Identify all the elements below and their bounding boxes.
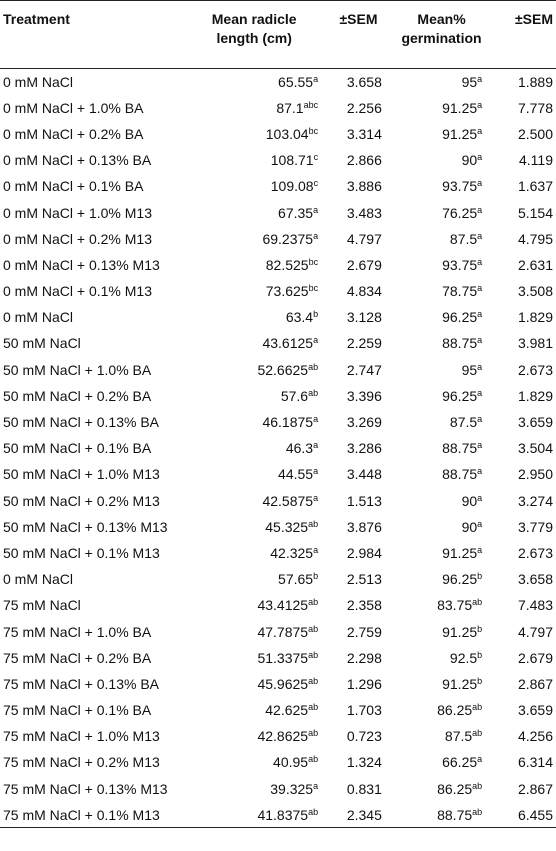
significance-letters: b: [477, 623, 483, 634]
significance-letters: c: [313, 152, 319, 163]
cell-radicle-length: 87.1$^{abc}$: [276, 99, 319, 116]
table-row: [0, 514, 556, 540]
cell-radicle-length: 69.2375$^a$: [262, 230, 319, 247]
significance-letters: ab: [308, 623, 319, 634]
cell-radicle-length: 46.1875$^a$: [262, 414, 319, 431]
cell-radicle-length: 63.4$^b$: [285, 309, 319, 326]
cell-radicle-length: 42.625$^{ab}$: [265, 702, 319, 719]
cell-radicle-length: 44.55$^a$: [278, 466, 319, 483]
header-sem-germination: ±SEM: [492, 1, 556, 69]
cell-sem-germination: 7.778: [517, 99, 553, 116]
cell-sem-germination: 3.504: [517, 440, 553, 457]
cell-sem-germination: 1.829: [517, 387, 553, 404]
table-row: [0, 409, 556, 435]
cell-sem-radicle: 2.984: [346, 544, 382, 561]
cell-sem-germination: 4.256: [517, 728, 553, 745]
cell-germination: 87.5$^{ab}$: [444, 728, 483, 745]
cell-germination: 93.75$^a$: [442, 178, 483, 195]
cell-sem-radicle: 3.128: [346, 309, 382, 326]
significance-letters: a: [313, 466, 319, 477]
cell-sem-radicle: 1.324: [346, 754, 382, 771]
cell-radicle-length: 39.325$^a$: [270, 780, 319, 797]
cell-germination: 90$^a$: [461, 152, 483, 169]
table-row: [0, 488, 556, 514]
cell-treatment: 0 mM NaCl + 0.2% M13: [3, 230, 152, 247]
cell-radicle-length: 42.325$^a$: [270, 544, 319, 561]
cell-treatment: 0 mM NaCl + 1.0% M13: [3, 204, 152, 221]
cell-sem-germination: 2.500: [517, 125, 553, 142]
cell-radicle-length: 108.71$^c$: [270, 152, 319, 169]
cell-sem-radicle: 3.269: [346, 414, 382, 431]
cell-sem-radicle: 4.834: [346, 283, 382, 300]
cell-sem-radicle: 3.314: [346, 125, 382, 142]
cell-sem-germination: 3.658: [517, 571, 553, 588]
significance-letters: ab: [308, 702, 319, 713]
cell-sem-radicle: 2.298: [346, 649, 382, 666]
cell-sem-radicle: 1.513: [346, 492, 382, 509]
significance-letters: b: [477, 675, 483, 686]
significance-letters: a: [477, 178, 483, 189]
cell-germination: 66.25$^a$: [442, 754, 483, 771]
cell-sem-radicle: 2.747: [346, 361, 382, 378]
table-row: [0, 540, 556, 566]
cell-sem-germination: 4.795: [517, 230, 553, 247]
cell-germination: 90$^a$: [461, 492, 483, 509]
cell-treatment: 0 mM NaCl + 0.13% BA: [3, 152, 152, 169]
cell-sem-radicle: 0.723: [346, 728, 382, 745]
cell-germination: 83.75$^{ab}$: [437, 597, 483, 614]
significance-letters: a: [477, 754, 483, 765]
significance-letters: a: [477, 125, 483, 136]
significance-letters: ab: [308, 597, 319, 608]
cell-sem-germination: 5.154: [517, 204, 553, 221]
cell-treatment: 75 mM NaCl + 0.2% M13: [3, 754, 160, 771]
cell-germination: 90$^a$: [461, 518, 483, 535]
cell-germination: 76.25$^a$: [442, 204, 483, 221]
cell-radicle-length: 41.8375$^{ab}$: [181, 802, 326, 828]
cell-germination: 87.5$^a$: [449, 414, 483, 431]
cell-sem-radicle: 2.679: [346, 256, 382, 273]
cell-treatment: 0 mM NaCl + 0.2% BA: [3, 125, 144, 142]
significance-letters: b: [313, 309, 319, 320]
cell-radicle-length: 109.08$^c$: [270, 178, 319, 195]
cell-radicle-length: 43.6125$^a$: [262, 335, 319, 352]
cell-sem-germination: 4.119: [519, 152, 553, 169]
cell-sem-germination: 3.981: [517, 335, 553, 352]
significance-letters: bc: [308, 256, 319, 267]
cell-radicle-length: 43.4125$^{ab}$: [257, 597, 319, 614]
cell-sem-radicle: 1.296: [346, 675, 382, 692]
header-radicle-length: Mean radicle length (cm): [181, 1, 326, 69]
significance-letters: b: [477, 649, 483, 660]
significance-letters: a: [477, 99, 483, 110]
table-row: [0, 173, 556, 199]
cell-sem-radicle: 2.256: [346, 99, 382, 116]
table-row: [0, 357, 556, 383]
cell-sem-germination: 3.274: [517, 492, 553, 509]
header-treatment: Treatment: [0, 1, 181, 69]
table-row: [0, 645, 556, 671]
significance-letters: ab: [472, 780, 483, 791]
cell-sem-radicle: 3.396: [346, 387, 382, 404]
table-row: [0, 95, 556, 121]
table-row: [0, 618, 556, 644]
cell-sem-radicle: 4.797: [346, 230, 382, 247]
cell-treatment: 75 mM NaCl + 0.1% BA: [3, 702, 152, 719]
cell-radicle-length: 42.8625$^{ab}$: [257, 728, 319, 745]
cell-sem-germination: 2.631: [517, 256, 553, 273]
cell-sem-radicle: 2.259: [346, 335, 382, 352]
cell-radicle-length: 51.3375$^{ab}$: [257, 649, 319, 666]
cell-treatment: 50 mM NaCl + 0.1% M13: [3, 544, 160, 561]
significance-letters: a: [477, 414, 483, 425]
cell-sem-radicle: 3.448: [346, 466, 382, 483]
significance-letters: a: [477, 152, 483, 163]
cell-sem-germination: 2.867: [517, 780, 553, 797]
significance-letters: ab: [308, 675, 319, 686]
significance-letters: ab: [308, 361, 319, 372]
significance-letters: ab: [308, 387, 319, 398]
cell-radicle-length: 103.04$^{bc}$: [265, 125, 319, 142]
cell-radicle-length: 52.6625$^{ab}$: [257, 361, 319, 378]
significance-letters: ab: [308, 649, 319, 660]
cell-sem-germination: 1.637: [517, 178, 553, 195]
table-row: [0, 749, 556, 775]
table-body: [0, 69, 556, 828]
significance-letters: a: [313, 544, 319, 555]
cell-radicle-length: 47.7875$^{ab}$: [257, 623, 319, 640]
significance-letters: ab: [308, 518, 319, 529]
cell-germination: 91.25$^b$: [442, 675, 483, 692]
significance-letters: abc: [303, 99, 319, 110]
cell-sem-germination: 3.508: [517, 283, 553, 300]
cell-sem-radicle: 3.876: [346, 518, 382, 535]
cell-germination: 91.25$^b$: [442, 623, 483, 640]
table-row: [0, 802, 556, 828]
significance-letters: a: [477, 361, 483, 372]
cell-radicle-length: 45.325$^{ab}$: [265, 518, 319, 535]
cell-sem-radicle: 2.358: [346, 597, 382, 614]
cell-sem-germination: 2.673: [517, 361, 553, 378]
cell-germination: 95$^a$: [461, 361, 483, 378]
cell-treatment: 75 mM NaCl: [3, 597, 81, 614]
significance-letters: a: [477, 283, 483, 294]
cell-sem-germination: 2.679: [517, 649, 553, 666]
cell-radicle-length: 82.525$^{bc}$: [265, 256, 319, 273]
cell-germination: 86.25$^{ab}$: [437, 780, 483, 797]
cell-sem-radicle: 3.658: [346, 73, 382, 90]
cell-treatment: 0 mM NaCl + 0.1% M13: [3, 283, 152, 300]
cell-sem-germination: 2.673: [517, 544, 553, 561]
cell-radicle-length: 73.625$^{bc}$: [265, 283, 319, 300]
significance-letters: a: [313, 780, 319, 791]
table-row: [0, 252, 556, 278]
cell-treatment: 0 mM NaCl + 1.0% BA: [3, 99, 144, 116]
significance-letters: a: [313, 335, 319, 346]
cell-sem-germination: 7.483: [517, 597, 553, 614]
table-row: [0, 435, 556, 461]
cell-treatment: 75 mM NaCl + 0.13% BA: [3, 675, 160, 692]
table-row: [0, 592, 556, 618]
significance-letters: a: [477, 466, 483, 477]
cell-germination: 88.75$^{ab}$: [390, 802, 492, 828]
significance-letters: a: [313, 204, 319, 215]
cell-germination: 86.25$^{ab}$: [437, 702, 483, 719]
significance-letters: a: [313, 414, 319, 425]
cell-sem-germination: 3.779: [517, 518, 553, 535]
table-row: [0, 330, 556, 356]
significance-letters: ab: [472, 728, 483, 739]
cell-radicle-length: 67.35$^a$: [278, 204, 319, 221]
cell-sem-radicle: 3.886: [346, 178, 382, 195]
significance-letters: a: [477, 387, 483, 398]
cell-treatment: 75 mM NaCl + 1.0% M13: [3, 728, 160, 745]
significance-letters: a: [477, 204, 483, 215]
cell-germination: 78.75$^a$: [442, 283, 483, 300]
cell-germination: 96.25$^a$: [442, 309, 483, 326]
cell-germination: 87.5$^a$: [449, 230, 483, 247]
significance-letters: a: [313, 492, 319, 503]
cell-germination: 91.25$^a$: [442, 125, 483, 142]
cell-treatment: 50 mM NaCl + 0.13% BA: [3, 414, 160, 431]
cell-treatment: 0 mM NaCl: [3, 73, 74, 90]
cell-radicle-length: 65.55$^a$: [278, 73, 319, 90]
cell-sem-germination: 1.889: [517, 73, 553, 90]
significance-letters: a: [477, 335, 483, 346]
table-row: [0, 671, 556, 697]
cell-radicle-length: 45.9625$^{ab}$: [257, 675, 319, 692]
cell-germination: 96.25$^a$: [442, 387, 483, 404]
significance-letters: a: [313, 230, 319, 241]
cell-sem-radicle: 2.759: [346, 623, 382, 640]
cell-sem-germination: 2.867: [517, 675, 553, 692]
cell-treatment: 50 mM NaCl + 0.1% BA: [3, 440, 152, 457]
table-row: [0, 121, 556, 147]
cell-sem-radicle: 2.513: [346, 571, 382, 588]
cell-treatment: 50 mM NaCl + 0.13% M13: [3, 518, 168, 535]
cell-sem-germination: 3.659: [517, 702, 553, 719]
cell-sem-radicle: 1.703: [346, 702, 382, 719]
cell-germination: 91.25$^a$: [442, 99, 483, 116]
significance-letters: a: [477, 230, 483, 241]
table-row: [0, 226, 556, 252]
significance-letters: a: [477, 73, 483, 84]
significance-letters: b: [477, 571, 483, 582]
significance-letters: a: [477, 518, 483, 529]
significance-letters: a: [477, 309, 483, 320]
header-germination: Mean% germination: [390, 1, 492, 69]
cell-treatment: 0 mM NaCl: [3, 571, 74, 588]
significance-letters: ab: [472, 702, 483, 713]
significance-letters: c: [313, 178, 319, 189]
significance-letters: a: [313, 440, 319, 451]
significance-letters: b: [313, 571, 319, 582]
table-row: [0, 147, 556, 173]
table-row: [0, 278, 556, 304]
cell-sem-germination: 6.314: [517, 754, 553, 771]
significance-letters: bc: [308, 283, 319, 294]
table-row: [0, 723, 556, 749]
table-row: [0, 697, 556, 723]
cell-treatment: 75 mM NaCl + 0.2% BA: [3, 649, 152, 666]
table-row: [0, 776, 556, 802]
cell-sem-germination: 6.455: [492, 802, 556, 828]
cell-treatment: 0 mM NaCl: [3, 309, 74, 326]
significance-letters: a: [477, 256, 483, 267]
cell-germination: 93.75$^a$: [442, 256, 483, 273]
significance-letters: a: [313, 73, 319, 84]
cell-sem-radicle: 2.345: [326, 802, 390, 828]
significance-letters: a: [477, 440, 483, 451]
significance-letters: ab: [308, 806, 319, 817]
cell-treatment: 50 mM NaCl + 0.2% BA: [3, 387, 152, 404]
table-row: [0, 304, 556, 330]
table-row: [0, 566, 556, 592]
cell-germination: 91.25$^a$: [442, 544, 483, 561]
cell-sem-germination: 4.797: [517, 623, 553, 640]
cell-radicle-length: 46.3$^a$: [285, 440, 319, 457]
cell-treatment: 75 mM NaCl + 1.0% BA: [3, 623, 152, 640]
significance-letters: bc: [308, 125, 319, 136]
significance-letters: ab: [472, 806, 483, 817]
cell-treatment: 75 mM NaCl + 0.1% M13: [0, 802, 181, 828]
table-row: [0, 461, 556, 487]
cell-treatment: 50 mM NaCl + 1.0% M13: [3, 466, 160, 483]
significance-letters: a: [477, 544, 483, 555]
header-row: [0, 1, 556, 69]
cell-germination: 88.75$^a$: [442, 440, 483, 457]
significance-letters: ab: [308, 728, 319, 739]
cell-treatment: 0 mM NaCl + 0.13% M13: [3, 256, 160, 273]
cell-radicle-length: 57.65$^b$: [278, 571, 319, 588]
cell-treatment: 50 mM NaCl + 0.2% M13: [3, 492, 160, 509]
cell-sem-radicle: 0.831: [346, 780, 382, 797]
cell-germination: 92.5$^b$: [449, 649, 483, 666]
cell-sem-radicle: 3.483: [346, 204, 382, 221]
cell-germination: 88.75$^a$: [442, 466, 483, 483]
cell-treatment: 75 mM NaCl + 0.13% M13: [3, 780, 168, 797]
cell-radicle-length: 40.95$^{ab}$: [273, 754, 319, 771]
cell-treatment: 0 mM NaCl + 0.1% BA: [3, 178, 144, 195]
cell-germination: 88.75$^a$: [442, 335, 483, 352]
cell-treatment: 50 mM NaCl + 1.0% BA: [3, 361, 152, 378]
cell-germination: 95$^a$: [461, 73, 483, 90]
significance-letters: ab: [308, 754, 319, 765]
cell-radicle-length: 57.6$^{ab}$: [280, 387, 319, 404]
cell-sem-radicle: 2.866: [346, 152, 382, 169]
cell-radicle-length: 42.5875$^a$: [262, 492, 319, 509]
cell-sem-germination: 1.829: [517, 309, 553, 326]
cell-sem-germination: 2.950: [517, 466, 553, 483]
cell-sem-radicle: 3.286: [346, 440, 382, 457]
table-row: [0, 383, 556, 409]
table-header: [0, 1, 556, 69]
cell-sem-germination: 3.659: [517, 414, 553, 431]
table-row: [0, 199, 556, 225]
cell-treatment: 50 mM NaCl: [3, 335, 81, 352]
significance-letters: a: [477, 492, 483, 503]
header-sem-radicle: ±SEM: [326, 1, 390, 69]
significance-letters: ab: [472, 597, 483, 608]
table-row: [0, 69, 556, 95]
cell-germination: 96.25$^b$: [442, 571, 483, 588]
